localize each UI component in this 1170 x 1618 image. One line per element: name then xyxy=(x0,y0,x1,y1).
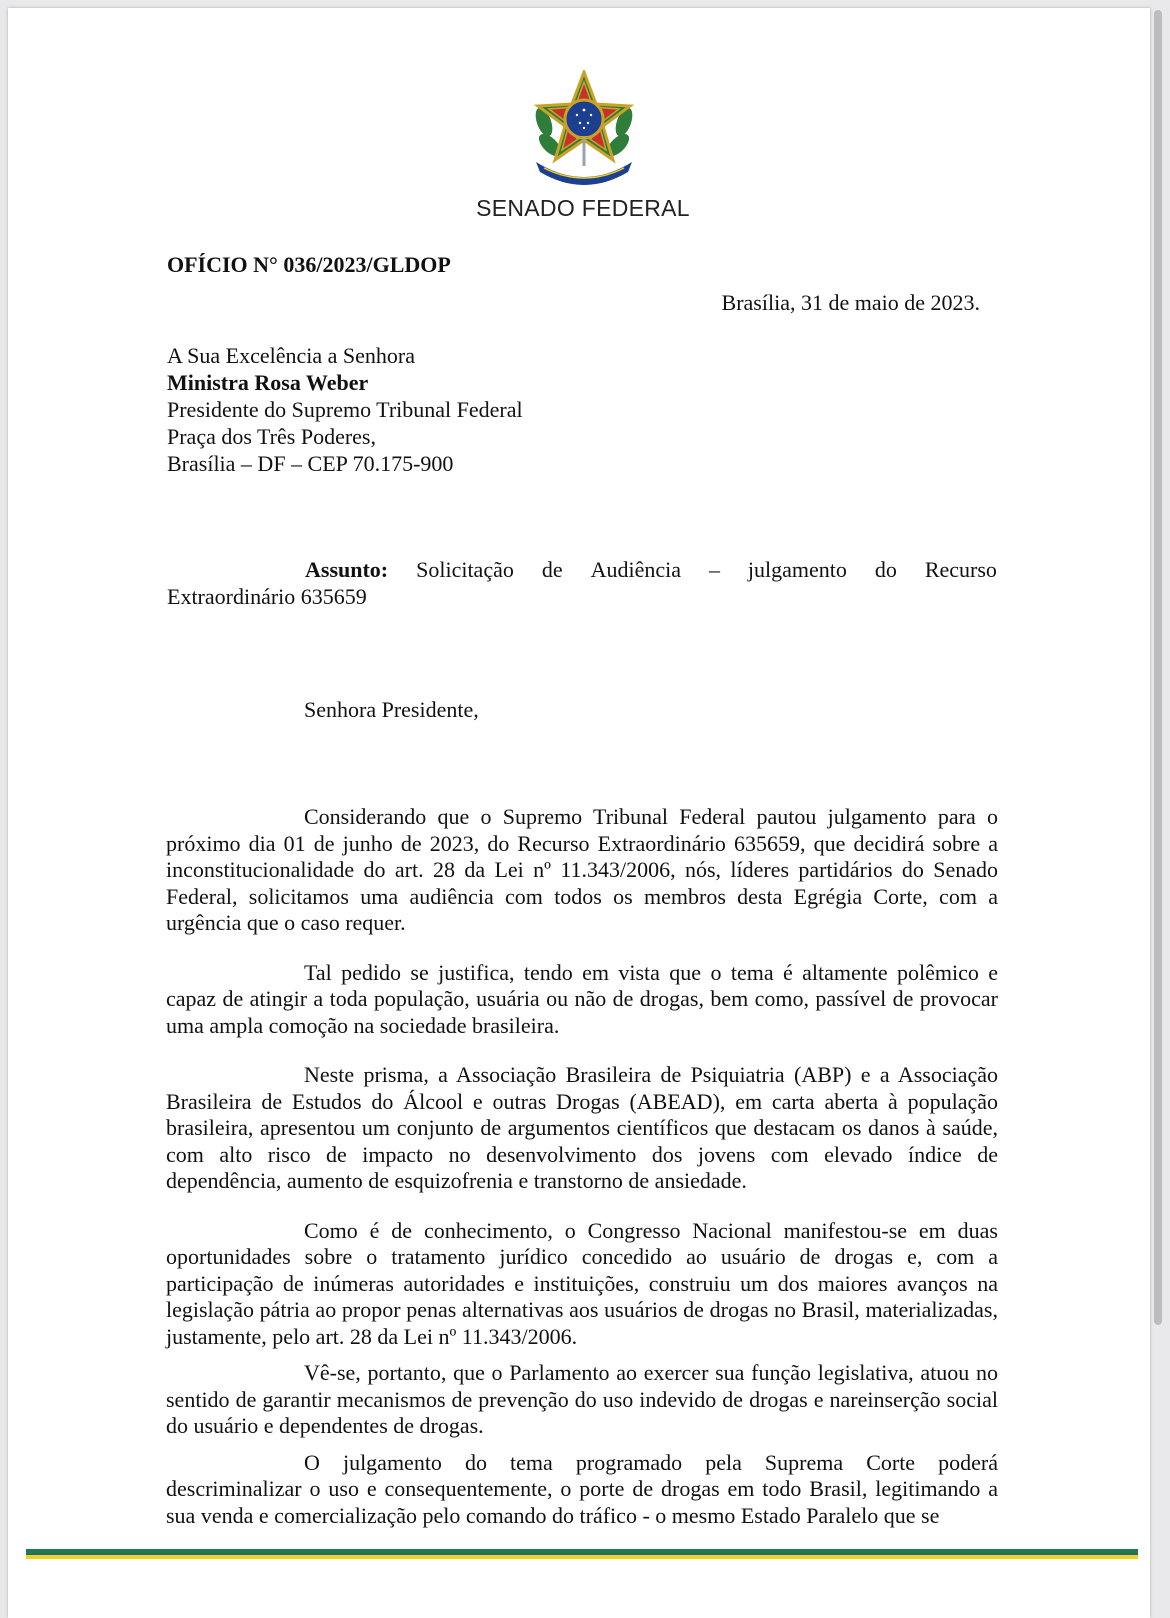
subject-word: Audiência xyxy=(590,557,681,582)
addressee-address-line: Brasília – DF – CEP 70.175-900 xyxy=(167,451,454,476)
body-paragraph: Neste prisma, a Associação Brasileira de Psiquiatria (ABP) e a Associação Brasileira de Estudos do Álcool e outras Drogas (ABEAD), em carta aberta à população brasileira, apresentou um conjunto de argumentos científicos que destacam os danos à saúde, com alto risco de impacto no desenvolvimento dos jovens com elevado índice de dependência, aumento de esquizofrenia e transtorno de ansiedade. xyxy=(166,1062,998,1193)
addressee-name: Ministra Rosa Weber xyxy=(167,370,369,395)
subject-word: – xyxy=(708,557,720,582)
body-paragraph: Tal pedido se justifica, tendo em vista que o tema é altamente polêmico e capaz de atingir a toda população, usuária ou não de drogas, bem como, passível de provocar uma ampla comoção na sociedade brasileira. xyxy=(166,959,998,1038)
subject-line: Extraordinário 635659 xyxy=(167,584,367,609)
coat-of-arms-icon xyxy=(530,70,638,188)
footer-color-band xyxy=(26,1549,1138,1559)
org-name: SENADO FEDERAL xyxy=(476,195,690,221)
subject-word: julgamento xyxy=(747,557,847,582)
subject-word: do xyxy=(874,557,897,582)
body-paragraph: Considerando que o Supremo Tribunal Federal pautou julgamento para o próximo dia 01 de junho de 2023, do Recurso Extraordinário 635659, que decidirá sobre a inconstitucionalidade do art. 28 da Lei nº 11.343/2006, nós, líderes partidários do Senado Federal, solicitamos uma audiência com todos os membros desta Egrégia Corte, com a urgência que o caso requer. xyxy=(166,804,998,935)
document-page xyxy=(8,8,1150,1618)
subject-block xyxy=(167,556,997,610)
subject-word: de xyxy=(541,557,563,582)
addressee-address-line: Praça dos Três Poderes, xyxy=(167,424,376,449)
subject-word: Solicitação xyxy=(416,557,514,582)
salutation: Senhora Presidente, xyxy=(304,697,479,722)
subject-label: Assunto: xyxy=(305,557,389,582)
body-paragraph: O julgamento do tema programado pela Suprema Corte poderá descriminalizar o uso e consequentemente, o porte de drogas em todo Brasil, legitimando a sua venda e comercialização pelo comando do tráfico - o mesmo Estado Paralelo que se xyxy=(166,1449,998,1528)
addressee-greeting: A Sua Excelência a Senhora xyxy=(167,343,416,368)
body-paragraph: Vê-se, portanto, que o Parlamento ao exercer sua função legislativa, atuou no sentido de garantir mecanismos de prevenção do uso indevido de drogas e nareinserção social do usuário e dependentes de drogas. xyxy=(166,1360,998,1438)
letter-body xyxy=(166,804,998,1529)
document-date: Brasília, 31 de maio de 2023. xyxy=(721,290,980,315)
subject-word: Recurso xyxy=(924,557,997,582)
subject-line xyxy=(167,556,997,583)
document-reference: OFÍCIO N° 036/2023/GLDOP xyxy=(167,252,451,277)
addressee-role: Presidente do Supremo Tribunal Federal xyxy=(167,397,523,422)
body-paragraph: Como é de conhecimento, o Congresso Nacional manifestou-se em duas oportunidades sobre o tratamento jurídico concedido ao usuário de drogas e, com a participação de inúmeras autoridades e instituições, construiu um dos maiores avanços na legislação pátria ao propor penas alternativas aos usuários de drogas no Brasil, materializadas, justamente, pelo art. 28 da Lei nº 11.343/2006. xyxy=(166,1217,998,1349)
addressee-block xyxy=(167,342,523,477)
vertical-scrollbar[interactable] xyxy=(1154,10,1162,1325)
